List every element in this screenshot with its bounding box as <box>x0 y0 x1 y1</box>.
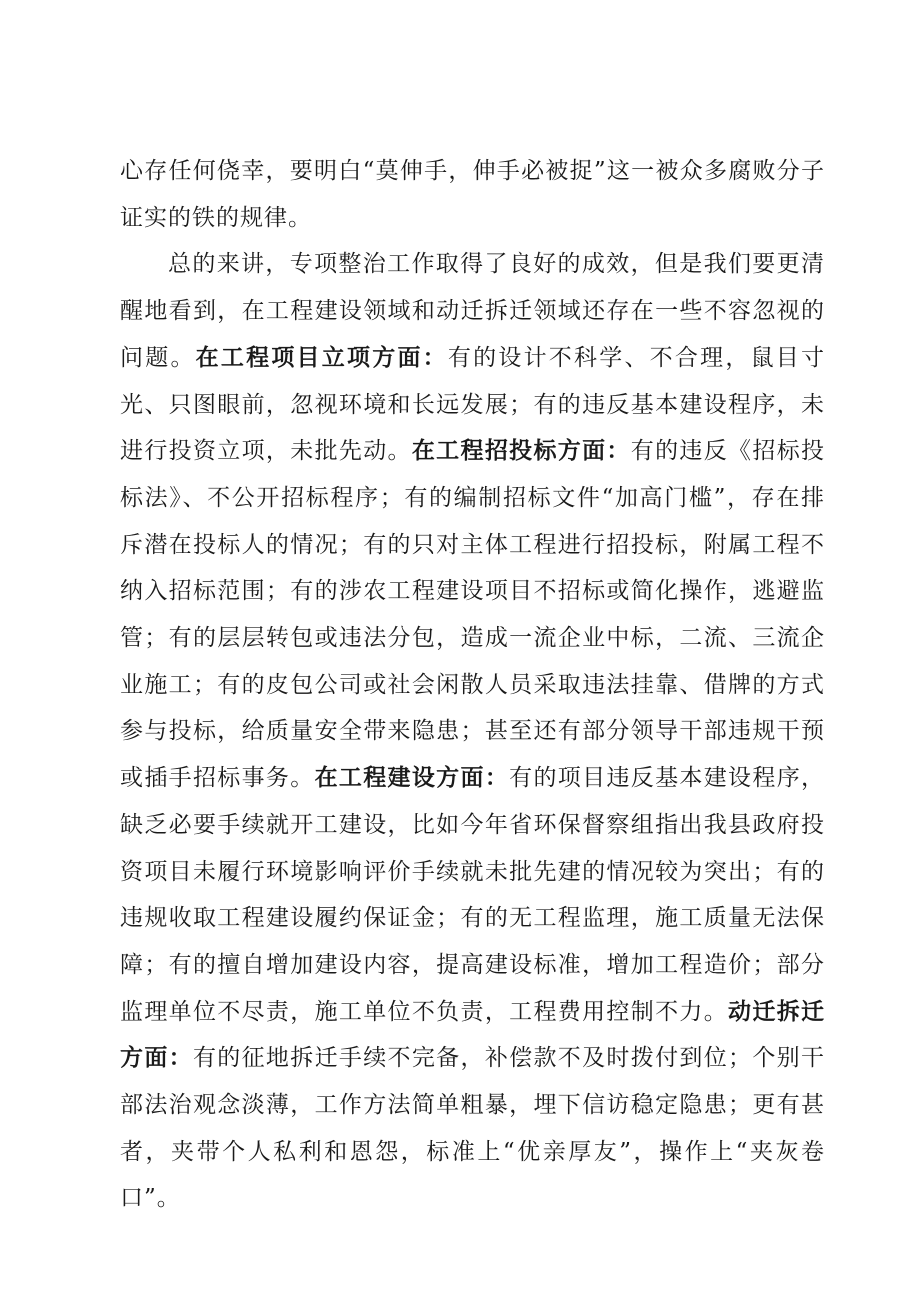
text-run: 有的项目违反基本建设程序，缺乏必要手续就开工建设，比如今年省环保督察组指出我县政府投资项目未履行环境影响评价手续就未批先建的情况较为突出；有的违规收取工程建设履约保证金；有的无工程监理，施工质量无法保障；有的擅自增加建设内容，提高建设标准，增加工程造价；部分监理单位不尽责，施工单位不负责，工程费用控制不力。 <box>120 765 826 1025</box>
paragraph-1 <box>120 148 825 241</box>
section-heading-project-approval: 在工程项目立项方面： <box>195 344 448 371</box>
section-heading-demolition: 动迁拆迁方面： <box>120 998 826 1072</box>
body-text <box>120 148 825 1222</box>
text-run: 总的来讲，专项整治工作取得了良好的成效，但是我们要更清醒地看到，在工程建设领域和动迁拆迁领域还存在一些不容忽视的问题。 <box>120 251 825 371</box>
text-run: 有的征地拆迁手续不完备，补偿款不及时拨付到位；个别干部法治观念淡薄，工作方法简单粗暴，埋下信访稳定隐患；更有甚者，夹带个人私利和恩怨，标准上“优亲厚友”，操作上“夹灰卷口”。 <box>120 1045 826 1212</box>
text-run: 心存任何侥幸，要明白“莫伸手，伸手必被捉”这一被众多腐败分子证实的铁的规律。 <box>120 158 825 231</box>
paragraph-2 <box>120 241 825 1222</box>
text-run: 有的设计不科学、不合理，鼠目寸光、只图眼前，忽视环境和长远发展；有的违反基本建设程序，未进行投资立项，未批先动。 <box>120 344 826 465</box>
section-heading-bidding: 在工程招投标方面： <box>411 438 631 465</box>
text-run: 有的违反《招标投标法》、不公开招标程序；有的编制招标文件“加高门槛”，存在排斥潜在投标人的情况；有的只对主体工程进行招投标，附属工程不纳入招标范围；有的涉农工程建设项目不招标或简化操作，逃避监管；有的层层转包或违法分包，造成一流企业中标，二流、三流企业施工；有的皮包公司或社会闲散人员采取违法挂靠、借牌的方式参与投标，给质量安全带来隐患；甚至还有部分领导干部违规干预或插手招标事务。 <box>120 438 826 792</box>
section-heading-construction: 在工程建设方面： <box>314 765 510 792</box>
